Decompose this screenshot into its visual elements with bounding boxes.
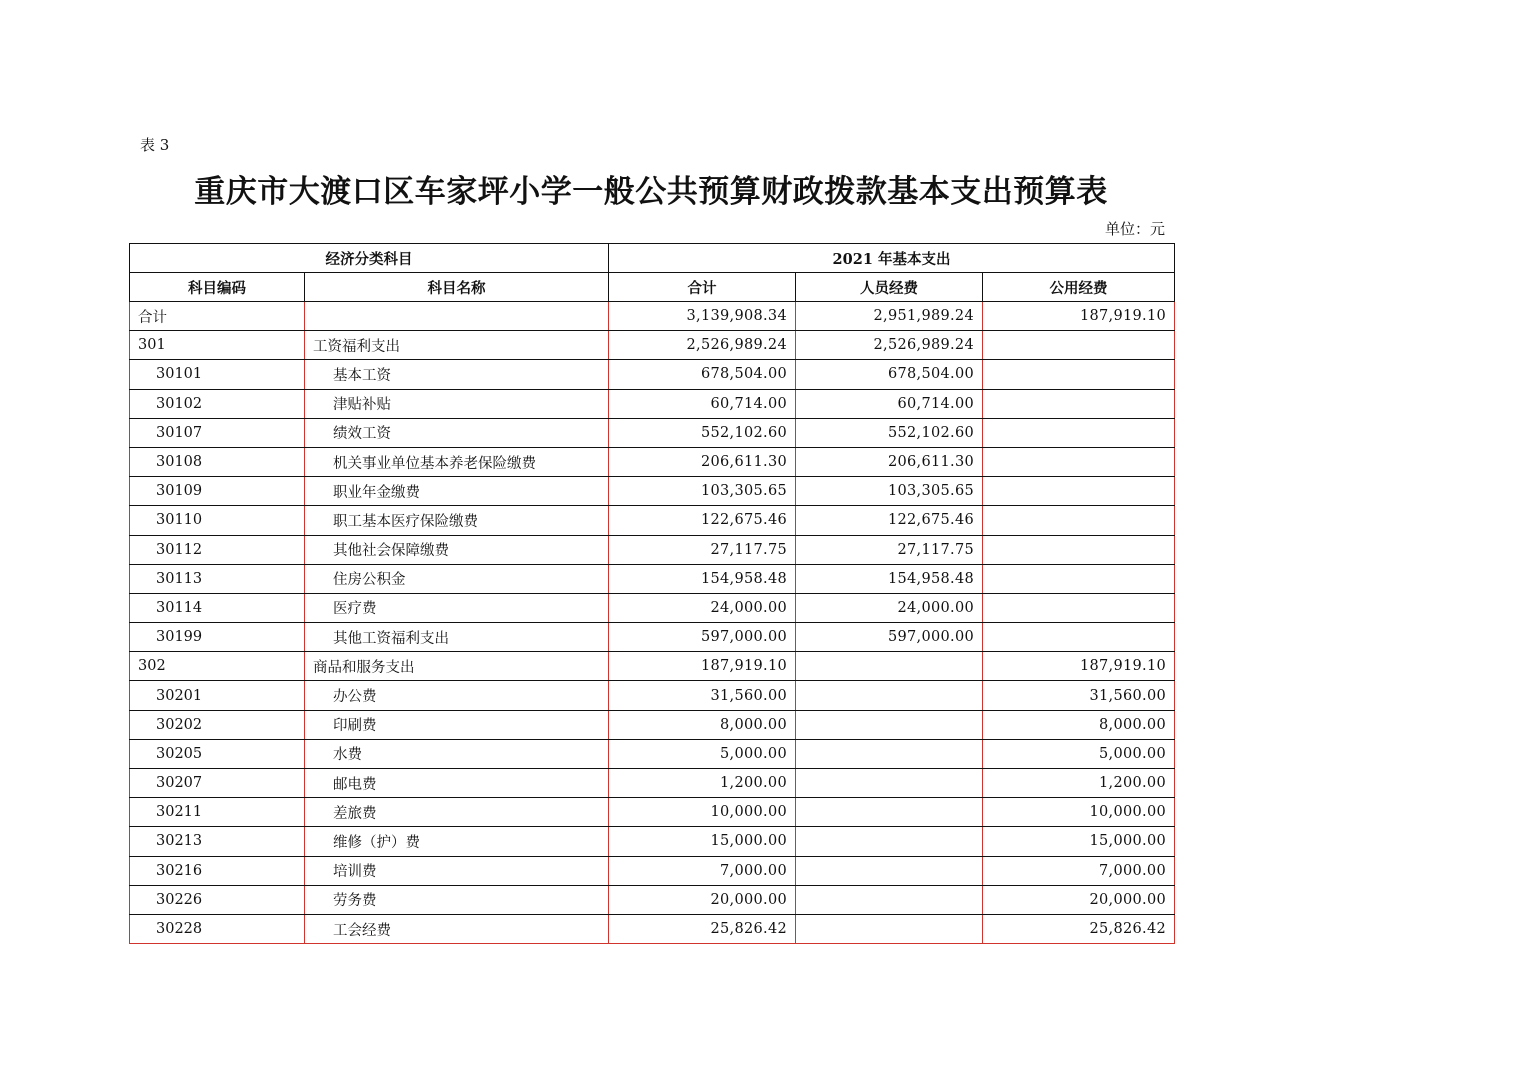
cell-personnel-expense: 154,958.48 <box>796 564 983 593</box>
cell-subject-name: 机关事业单位基本养老保险缴费 <box>305 447 609 476</box>
header-public-expense: 公用经费 <box>983 273 1175 302</box>
cell-personnel-expense: 597,000.00 <box>796 623 983 652</box>
cell-total: 206,611.30 <box>609 447 796 476</box>
cell-total: 24,000.00 <box>609 593 796 622</box>
cell-personnel-expense: 60,714.00 <box>796 389 983 418</box>
header-subject-code: 科目编码 <box>130 273 305 302</box>
cell-subject-name: 职工基本医疗保险缴费 <box>305 506 609 535</box>
cell-subject-name <box>305 302 609 331</box>
cell-personnel-expense: 103,305.65 <box>796 477 983 506</box>
table-row <box>130 914 1175 943</box>
cell-subject-code: 30211 <box>130 798 305 827</box>
budget-table <box>129 243 1175 944</box>
cell-subject-code: 30102 <box>130 389 305 418</box>
cell-public-expense: 25,826.42 <box>983 914 1175 943</box>
cell-public-expense <box>983 418 1175 447</box>
cell-subject-name: 其他社会保障缴费 <box>305 535 609 564</box>
cell-subject-code: 30109 <box>130 477 305 506</box>
table-row <box>130 593 1175 622</box>
cell-personnel-expense: 27,117.75 <box>796 535 983 564</box>
cell-subject-name: 印刷费 <box>305 710 609 739</box>
cell-public-expense <box>983 389 1175 418</box>
cell-public-expense: 15,000.00 <box>983 827 1175 856</box>
cell-personnel-expense: 552,102.60 <box>796 418 983 447</box>
table-row <box>130 856 1175 885</box>
cell-subject-code: 30207 <box>130 769 305 798</box>
table-row <box>130 681 1175 710</box>
cell-personnel-expense <box>796 681 983 710</box>
cell-total: 122,675.46 <box>609 506 796 535</box>
cell-public-expense <box>983 360 1175 389</box>
cell-public-expense: 5,000.00 <box>983 739 1175 768</box>
page-title: 重庆市大渡口区车家坪小学一般公共预算财政拨款基本支出预算表 <box>194 174 1108 210</box>
cell-subject-code: 302 <box>130 652 305 681</box>
cell-subject-name: 维修（护）费 <box>305 827 609 856</box>
cell-subject-name: 培训费 <box>305 856 609 885</box>
cell-subject-name: 差旅费 <box>305 798 609 827</box>
cell-personnel-expense: 2,951,989.24 <box>796 302 983 331</box>
table-row <box>130 302 1175 331</box>
cell-personnel-expense <box>796 827 983 856</box>
cell-total: 2,526,989.24 <box>609 331 796 360</box>
cell-personnel-expense <box>796 739 983 768</box>
cell-subject-name: 绩效工资 <box>305 418 609 447</box>
cell-personnel-expense <box>796 652 983 681</box>
cell-total: 552,102.60 <box>609 418 796 447</box>
table-row <box>130 447 1175 476</box>
cell-total: 7,000.00 <box>609 856 796 885</box>
cell-subject-name: 工会经费 <box>305 914 609 943</box>
header-economic-classification: 经济分类科目 <box>130 244 609 273</box>
cell-total: 60,714.00 <box>609 389 796 418</box>
cell-subject-code: 30113 <box>130 564 305 593</box>
cell-total: 187,919.10 <box>609 652 796 681</box>
cell-total: 1,200.00 <box>609 769 796 798</box>
cell-subject-code: 30101 <box>130 360 305 389</box>
cell-subject-code: 301 <box>130 331 305 360</box>
cell-total: 103,305.65 <box>609 477 796 506</box>
cell-subject-name: 其他工资福利支出 <box>305 623 609 652</box>
cell-public-expense <box>983 564 1175 593</box>
table-row <box>130 827 1175 856</box>
cell-public-expense: 187,919.10 <box>983 652 1175 681</box>
cell-total: 20,000.00 <box>609 885 796 914</box>
cell-subject-code: 30114 <box>130 593 305 622</box>
table-row <box>130 739 1175 768</box>
cell-personnel-expense: 678,504.00 <box>796 360 983 389</box>
header-column-row <box>130 273 1175 302</box>
unit-label: 单位：元 <box>1104 220 1165 238</box>
cell-public-expense <box>983 593 1175 622</box>
cell-subject-code: 30199 <box>130 623 305 652</box>
cell-subject-code: 30110 <box>130 506 305 535</box>
cell-total: 8,000.00 <box>609 710 796 739</box>
cell-public-expense <box>983 535 1175 564</box>
cell-total: 25,826.42 <box>609 914 796 943</box>
table-row <box>130 389 1175 418</box>
cell-personnel-expense: 2,526,989.24 <box>796 331 983 360</box>
header-subject-name: 科目名称 <box>305 273 609 302</box>
cell-personnel-expense: 24,000.00 <box>796 593 983 622</box>
header-personnel-expense: 人员经费 <box>796 273 983 302</box>
table-row <box>130 710 1175 739</box>
cell-total: 597,000.00 <box>609 623 796 652</box>
table-row <box>130 798 1175 827</box>
cell-personnel-expense <box>796 710 983 739</box>
table-row <box>130 506 1175 535</box>
cell-public-expense: 8,000.00 <box>983 710 1175 739</box>
cell-subject-code: 30228 <box>130 914 305 943</box>
cell-personnel-expense: 122,675.46 <box>796 506 983 535</box>
cell-subject-name: 医疗费 <box>305 593 609 622</box>
cell-personnel-expense: 206,611.30 <box>796 447 983 476</box>
cell-subject-name: 基本工资 <box>305 360 609 389</box>
table-row <box>130 769 1175 798</box>
cell-subject-name: 办公费 <box>305 681 609 710</box>
cell-public-expense: 187,919.10 <box>983 302 1175 331</box>
header-group-row <box>130 244 1175 273</box>
cell-total: 678,504.00 <box>609 360 796 389</box>
cell-subject-name: 劳务费 <box>305 885 609 914</box>
cell-subject-code: 30213 <box>130 827 305 856</box>
cell-subject-name: 水费 <box>305 739 609 768</box>
cell-public-expense <box>983 447 1175 476</box>
cell-total: 154,958.48 <box>609 564 796 593</box>
cell-public-expense: 7,000.00 <box>983 856 1175 885</box>
table-row <box>130 652 1175 681</box>
cell-subject-code: 30226 <box>130 885 305 914</box>
cell-public-expense <box>983 477 1175 506</box>
cell-subject-code: 合计 <box>130 302 305 331</box>
cell-subject-name: 住房公积金 <box>305 564 609 593</box>
cell-total: 27,117.75 <box>609 535 796 564</box>
cell-subject-code: 30112 <box>130 535 305 564</box>
cell-public-expense <box>983 623 1175 652</box>
header-total: 合计 <box>609 273 796 302</box>
table-row <box>130 535 1175 564</box>
cell-subject-name: 商品和服务支出 <box>305 652 609 681</box>
table-row <box>130 885 1175 914</box>
cell-total: 10,000.00 <box>609 798 796 827</box>
cell-personnel-expense <box>796 885 983 914</box>
cell-public-expense <box>983 331 1175 360</box>
cell-public-expense: 10,000.00 <box>983 798 1175 827</box>
cell-total: 5,000.00 <box>609 739 796 768</box>
table-row <box>130 360 1175 389</box>
table-row <box>130 477 1175 506</box>
header-basic-expenditure: 2021 年基本支出 <box>609 244 1175 273</box>
cell-public-expense: 1,200.00 <box>983 769 1175 798</box>
cell-subject-name: 工资福利支出 <box>305 331 609 360</box>
cell-subject-code: 30108 <box>130 447 305 476</box>
cell-subject-name: 津贴补贴 <box>305 389 609 418</box>
table-label: 表 3 <box>140 136 170 154</box>
cell-personnel-expense <box>796 856 983 885</box>
cell-total: 31,560.00 <box>609 681 796 710</box>
cell-public-expense: 31,560.00 <box>983 681 1175 710</box>
cell-subject-name: 职业年金缴费 <box>305 477 609 506</box>
cell-total: 3,139,908.34 <box>609 302 796 331</box>
cell-subject-code: 30205 <box>130 739 305 768</box>
table-body <box>130 302 1175 944</box>
table-row <box>130 564 1175 593</box>
cell-personnel-expense <box>796 769 983 798</box>
table-row <box>130 623 1175 652</box>
cell-personnel-expense <box>796 914 983 943</box>
cell-subject-code: 30107 <box>130 418 305 447</box>
cell-personnel-expense <box>796 798 983 827</box>
table-header <box>130 244 1175 302</box>
cell-subject-code: 30202 <box>130 710 305 739</box>
cell-total: 15,000.00 <box>609 827 796 856</box>
cell-subject-name: 邮电费 <box>305 769 609 798</box>
cell-public-expense <box>983 506 1175 535</box>
cell-subject-code: 30216 <box>130 856 305 885</box>
cell-subject-code: 30201 <box>130 681 305 710</box>
table-row <box>130 418 1175 447</box>
table-row <box>130 331 1175 360</box>
cell-public-expense: 20,000.00 <box>983 885 1175 914</box>
